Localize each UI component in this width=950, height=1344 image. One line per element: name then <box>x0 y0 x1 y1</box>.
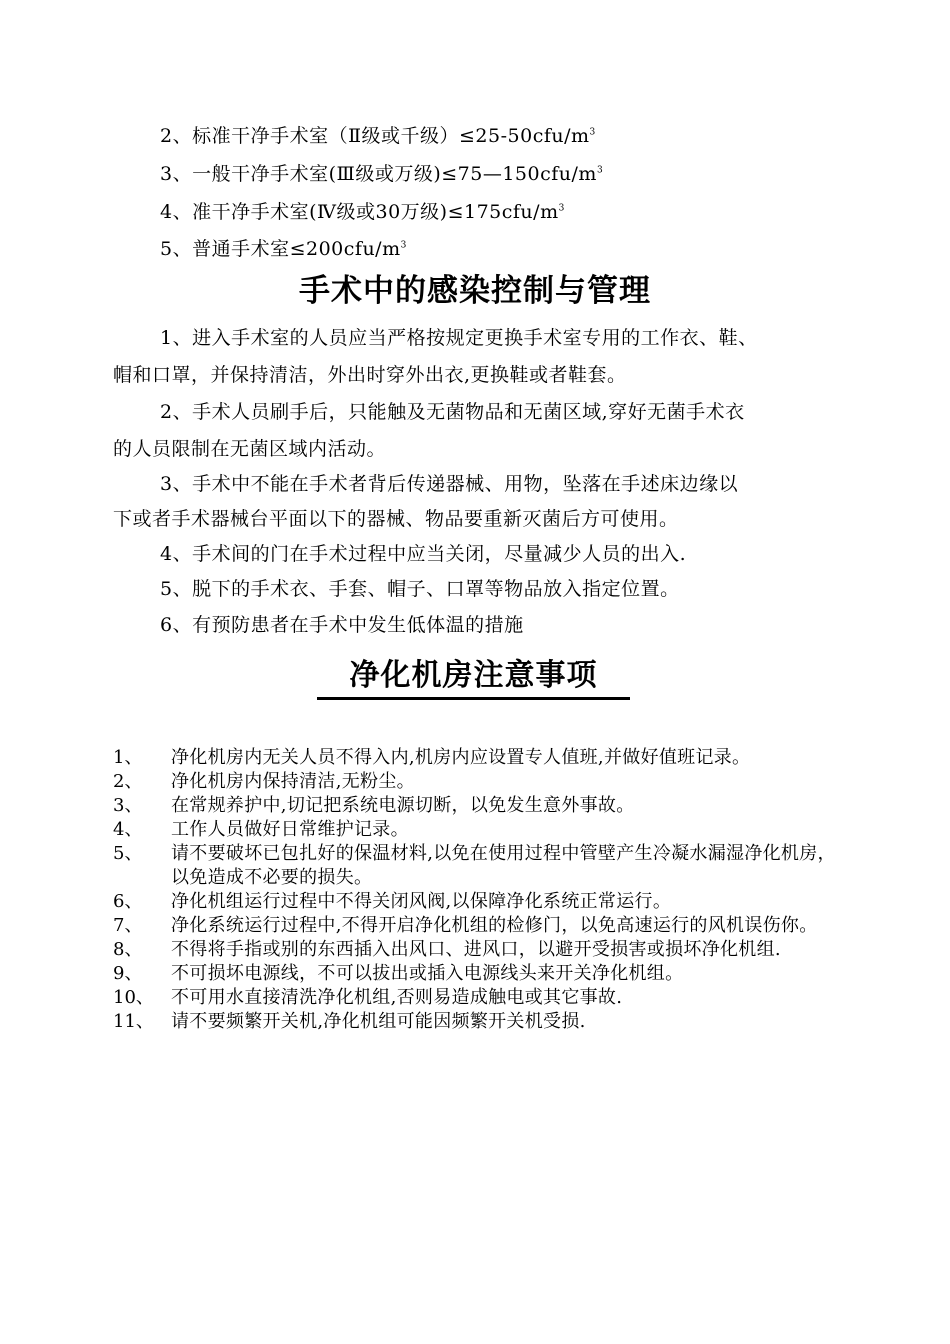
infection-item-4: 4、手术间的门在手术过程中应当关闭，尽量减少人员的出入. <box>160 543 687 565</box>
list-item-text: 工作人员做好日常维护记录。 <box>171 819 409 840</box>
list-item-number: 6、 <box>113 891 143 912</box>
grade-line-5: 5、普通手术室$\le 200cfu/m^3$ <box>160 238 407 260</box>
list-item-text: 净化系统运行过程中,不得开启净化机组的检修门，以免高速运行的风机误伤你。 <box>171 915 818 936</box>
list-item-number: 11、 <box>113 1011 154 1032</box>
list-item <box>113 1010 853 1034</box>
section2-heading <box>317 655 630 697</box>
list-item-number: 8、 <box>113 939 143 960</box>
list-item-number: 9、 <box>113 963 143 984</box>
grade-line-3: 3、一般干净手术室(Ⅲ级或万级)$\le 75—150cfu/m^3$ <box>160 163 604 185</box>
section1-title: 手术中的感染控制与管理 <box>299 273 651 309</box>
list-item <box>113 962 853 986</box>
list-item-number: 2、 <box>113 771 143 792</box>
section2-title-underline <box>317 697 630 700</box>
list-item-text: 不可用水直接清洗净化机组,否则易造成触电或其它事故. <box>171 987 623 1008</box>
list-item-text: 净化机房内保持清洁,无粉尘。 <box>171 771 415 792</box>
grade-line-4: 4、准干净手术室(Ⅳ级或30万级)$\le 175cfu/m^3$ <box>160 201 565 223</box>
list-item-text: 不可损坏电源线，不可以拔出或插入电源线头来开关净化机组。 <box>171 963 684 984</box>
list-item-number: 5、 <box>113 843 143 864</box>
list-item <box>113 914 853 938</box>
section2-title: 净化机房注意事项 <box>349 658 598 693</box>
list-item <box>113 746 853 770</box>
list-item-number: 10、 <box>113 987 154 1008</box>
list-item-text: 不得将手指或别的东西插入出风口、进风口，以避开受损害或损坏净化机组. <box>171 939 781 960</box>
list-item-text: 在常规养护中,切记把系统电源切断，以免发生意外事故。 <box>171 795 635 816</box>
infection-item-3-line1: 3、手术中不能在手术者背后传递器械、用物，坠落在手述床边缘以 <box>160 473 739 495</box>
infection-item-1-line1: 1、进入手术室的人员应当严格按规定更换手术室专用的工作衣、鞋、 <box>160 327 758 349</box>
infection-item-3-line2: 下或者手术器械台平面以下的器械、物品要重新灭菌后方可使用。 <box>113 508 679 530</box>
infection-item-5: 5、脱下的手术衣、手套、帽子、口罩等物品放入指定位置。 <box>160 578 680 600</box>
grade-line-2: 2、标准干净手术室（Ⅱ级或千级）$\le 25-50cfu/m^3$ <box>160 125 596 147</box>
list-item <box>113 770 853 794</box>
list-item-number: 4、 <box>113 819 143 840</box>
list-item <box>113 986 853 1010</box>
list-item <box>113 842 853 890</box>
infection-item-2-line2: 的人员限制在无菌区域内活动。 <box>113 438 387 460</box>
list-item-text: 请不要频繁开关机,净化机组可能因频繁开关机受损. <box>171 1011 586 1032</box>
list-item <box>113 938 853 962</box>
list-item <box>113 794 853 818</box>
list-item-text: 请不要破坏已包扎好的保温材料,以免在使用过程中管壁产生冷凝水漏湿净化机房，以免造成不必要的损失。 <box>171 843 836 888</box>
list-item <box>113 890 853 914</box>
machine-room-list <box>113 746 853 1034</box>
list-item-text: 净化机房内无关人员不得入内,机房内应设置专人值班,并做好值班记录。 <box>171 747 751 768</box>
list-item-number: 1、 <box>113 747 143 768</box>
list-item-number: 3、 <box>113 795 143 816</box>
list-item-text: 净化机组运行过程中不得关闭风阀,以保障净化系统正常运行。 <box>171 891 672 912</box>
infection-item-2-line1: 2、手术人员刷手后，只能触及无菌物品和无菌区域,穿好无菌手术衣 <box>160 401 745 423</box>
list-item <box>113 818 853 842</box>
infection-item-1-line2: 帽和口罩，并保持清洁，外出时穿外出衣,更换鞋或者鞋套。 <box>113 364 627 386</box>
infection-item-6: 6、有预防患者在手术中发生低体温的措施 <box>160 614 524 636</box>
list-item-number: 7、 <box>113 915 143 936</box>
